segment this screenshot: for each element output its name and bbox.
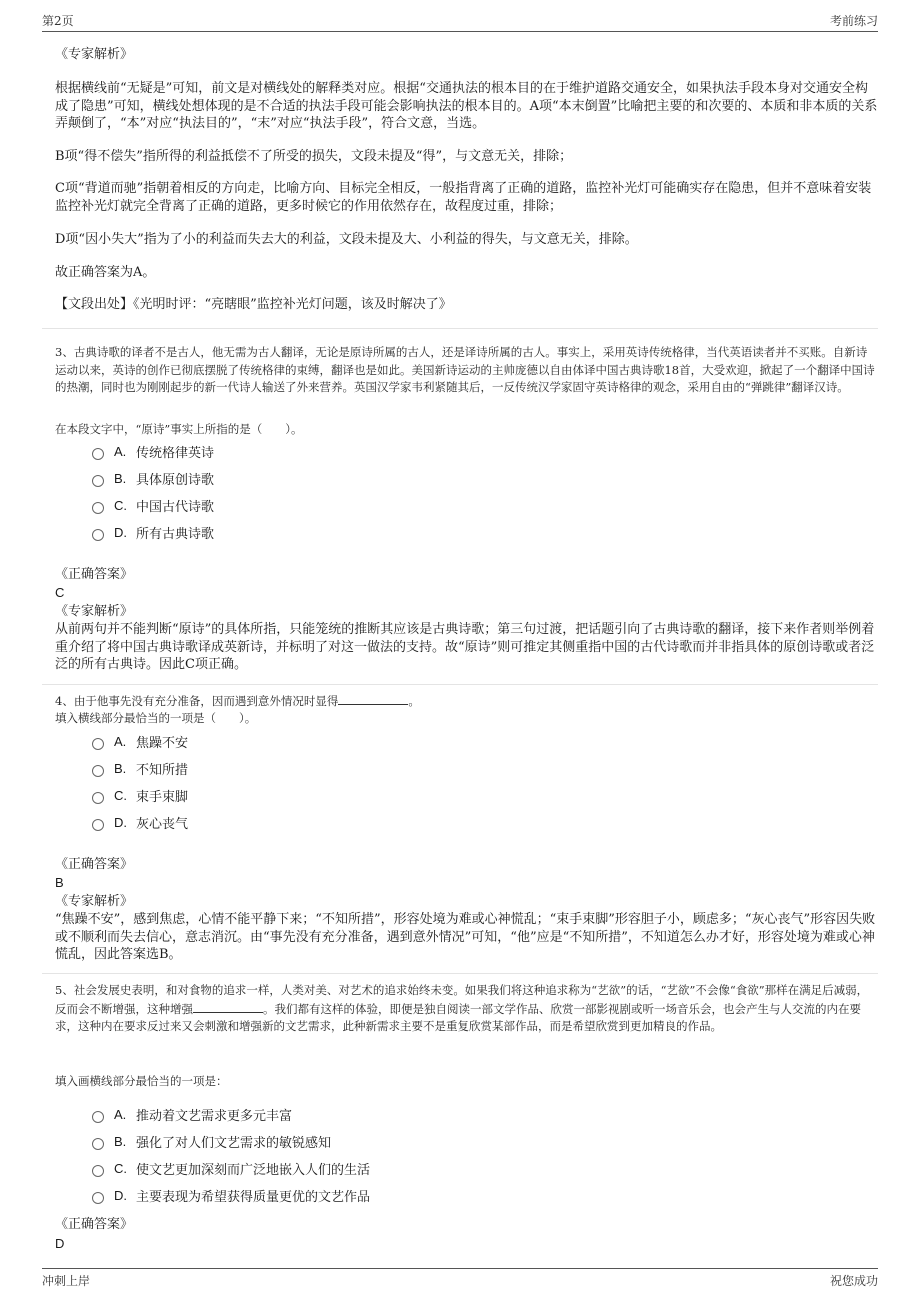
fill-blank bbox=[193, 1000, 263, 1013]
q5-option-c[interactable]: C. 使文艺更加深刻而广泛地嵌入人们的生活 bbox=[92, 1155, 370, 1182]
q5-option-b[interactable]: B. 强化了对人们文艺需求的敏锐感知 bbox=[92, 1128, 370, 1155]
radio-icon[interactable] bbox=[92, 1138, 104, 1150]
radio-icon[interactable] bbox=[92, 792, 104, 804]
q4-stem: 4、由于他事先没有充分准备，因而遇到意外情况时显得 。 bbox=[55, 694, 420, 708]
q3-option-d[interactable]: D. 所有古典诗歌 bbox=[92, 519, 214, 546]
section-divider bbox=[42, 328, 878, 329]
section-divider bbox=[42, 973, 878, 974]
q2-source: 【文段出处】《光明时评：“亮瞎眼”监控补光灯问题，该及时解决了》 bbox=[55, 297, 452, 312]
radio-icon[interactable] bbox=[92, 475, 104, 487]
header-title: 考前练习 bbox=[829, 14, 878, 28]
q2-analysis-para3: C项“背道而驰”指朝着相反的方向走，比喻方向、目标完全相反，一般指背离了正确的道路，监控补光灯可能确实存在隐患，但并不意味着安装监控补光灯就完全背离了正确的道路，更多时候它的作用依然存在，故程度过重，排除； bbox=[55, 181, 872, 214]
fill-blank bbox=[338, 692, 408, 705]
q5-option-a[interactable]: A. 推动着文艺需求更多元丰富 bbox=[92, 1101, 370, 1128]
q5-options bbox=[92, 1101, 370, 1209]
q3-options bbox=[92, 438, 214, 546]
radio-icon[interactable] bbox=[92, 765, 104, 777]
q4-answer-label: 《正确答案》 bbox=[55, 857, 134, 872]
radio-icon[interactable] bbox=[92, 738, 104, 750]
page-header bbox=[42, 12, 878, 30]
radio-icon[interactable] bbox=[92, 819, 104, 831]
q2-expert-label: 《专家解析》 bbox=[55, 47, 134, 62]
q4-option-b[interactable]: B. 不知所措 bbox=[92, 755, 188, 782]
q4-options bbox=[92, 728, 188, 836]
q4-analysis: “焦躁不安”，感到焦虑，心情不能平静下来；“不知所措”，形容处境为难或心神慌乱；“束手束脚”形容胆子小，顾虑多；“灰心丧气”形容因失败或不顺利而失去信心，意志消沉。由“事先没有充分准备，遇到意外情况”可知，“他”应是“不知所措”，不知道怎么办才好，形容处境为难或心神慌乱，因此答案选B。 bbox=[55, 912, 876, 962]
q3-option-c[interactable]: C. 中国古代诗歌 bbox=[92, 492, 214, 519]
header-divider bbox=[42, 31, 878, 32]
q2-analysis-para4: D项“因小失大”指为了小的利益而失去大的利益，文段未提及大、小利益的得失，与文意无关，排除。 bbox=[55, 232, 638, 247]
q3-answer-label: 《正确答案》 bbox=[55, 567, 134, 582]
q4-answer: B bbox=[55, 875, 64, 890]
q4-option-a[interactable]: A. 焦躁不安 bbox=[92, 728, 188, 755]
footer-right: 祝您成功 bbox=[829, 1274, 878, 1288]
q3-analysis: 从前两句并不能判断“原诗”的具体所指，只能笼统的推断其应该是古典诗歌；第三句过渡，把话题引向了古典诗歌的翻译，接下来作者则举例着重介绍了将中国古典诗歌译成英新诗，并标明了对这一做法的支持。故“原诗”则可推定其侧重指中国的古代诗歌而并非指具体的原创诗歌或者泛泛的所有古典诗。因此C项正确。 bbox=[55, 622, 875, 672]
q5-answer-label: 《正确答案》 bbox=[55, 1217, 134, 1232]
page-number: 第2页 bbox=[42, 14, 74, 28]
radio-icon[interactable] bbox=[92, 1111, 104, 1123]
q5-option-d[interactable]: D. 主要表现为希望获得质量更优的文艺作品 bbox=[92, 1182, 370, 1209]
q3-expert-label: 《专家解析》 bbox=[55, 604, 134, 619]
radio-icon[interactable] bbox=[92, 1192, 104, 1204]
q3-option-a[interactable]: A. 传统格律英诗 bbox=[92, 438, 214, 465]
q4-option-c[interactable]: C. 束手束脚 bbox=[92, 782, 188, 809]
radio-icon[interactable] bbox=[92, 502, 104, 514]
q4-expert-label: 《专家解析》 bbox=[55, 894, 134, 909]
q2-analysis-para2: B项“得不偿失”指所得的利益抵偿不了所受的损失，文段未提及“得”，与文意无关，排除； bbox=[55, 149, 573, 164]
q2-conclusion: 故正确答案为A。 bbox=[55, 265, 156, 280]
radio-icon[interactable] bbox=[92, 1165, 104, 1177]
q3-question: 在本段文字中，“原诗”事实上所指的是（ ）。 bbox=[55, 422, 303, 436]
q4-question: 填入横线部分最恰当的一项是（ ）。 bbox=[55, 711, 257, 725]
q2-analysis-para1: 根据横线前“无疑是”可知，前文是对横线处的解释类对应。根据“交通执法的根本目的在于维护道路交通安全，如果执法手段本身对交通安全构成了隐患”可知，横线处想体现的是不合适的执法手段可能会影响执法的根本目的。A项“本末倒置”比喻把主要的和次要的、本质和非本质的关系弄颠倒了，“本”对应“执法目的”，“末”对应“执法手段”，符合文意，当选。 bbox=[55, 81, 878, 131]
q4-option-d[interactable]: D. 灰心丧气 bbox=[92, 809, 188, 836]
radio-icon[interactable] bbox=[92, 529, 104, 541]
q5-stem: 5、社会发展史表明，和对食物的追求一样，人类对美、对艺术的追求始终未变。如果我们将这种追求称为“艺欲”的话，“艺欲”不会像“食欲”那样在满足后减弱，反而会不断增强，这种增强 。我们都有这样的体验，即便是独自阅读一部文学作品、欣赏一部影视剧或听一场音乐会，也会产生与人交流的内在要求，这种内在要求反过来又会刺激和增强新的文艺需求，此种新需求主要不是重复欣赏某部作品，而是希望欣赏到更加精良的作品。 bbox=[55, 983, 869, 1033]
q3-stem: 3、古典诗歌的译者不是古人，他无需为古人翻译，无论是原诗所属的古人，还是译诗所属的古人。事实上，采用英诗传统格律，当代英语读者并不买账。自新诗运动以来，英诗的创作已彻底摆脱了传统格律的束缚，翻译也是如此。美国新诗运动的主帅庞德以自由体译中国古典诗歌18首，大受欢迎，掀起了一个翻译中国诗的热潮，同时也为刚刚起步的新一代诗人输送了外来营养。英国汉学家韦利紧随其后，一反传统汉学家固守英诗格律的观念，采用自由的“弹跳律”翻译汉诗。 bbox=[55, 345, 875, 394]
page-footer bbox=[42, 1272, 878, 1289]
q3-answer: C bbox=[55, 585, 65, 600]
footer-divider bbox=[42, 1268, 878, 1269]
q5-question: 填入画横线部分最恰当的一项是： bbox=[55, 1074, 228, 1088]
radio-icon[interactable] bbox=[92, 448, 104, 460]
q5-answer: D bbox=[55, 1236, 65, 1251]
section-divider bbox=[42, 684, 878, 685]
q3-option-b[interactable]: B. 具体原创诗歌 bbox=[92, 465, 214, 492]
footer-left: 冲刺上岸 bbox=[42, 1274, 91, 1288]
